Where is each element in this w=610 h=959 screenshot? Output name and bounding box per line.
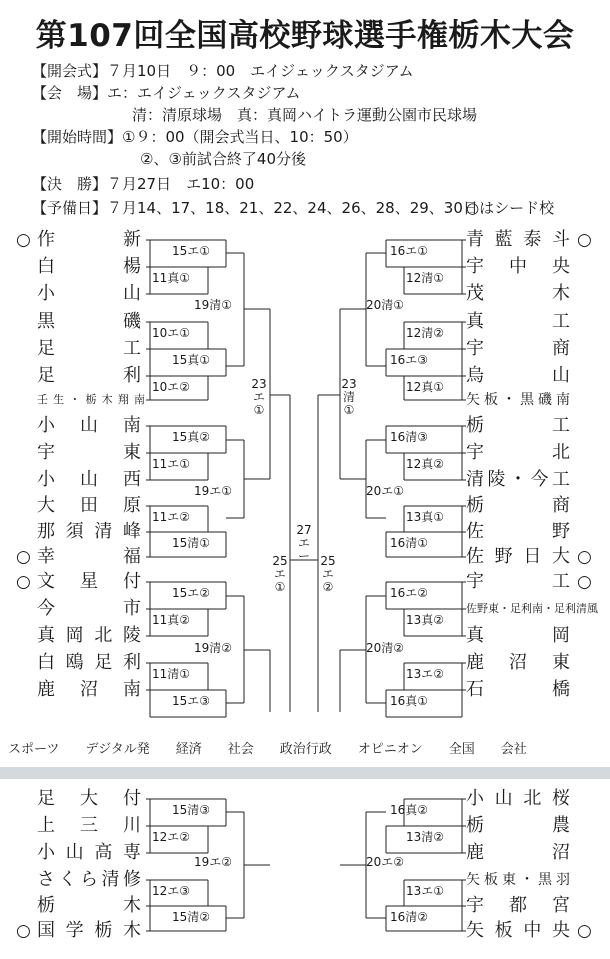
nav-item-0[interactable]: スポーツ (8, 742, 60, 757)
vertical-result: 23 (251, 377, 267, 391)
left-r2-result: 19清② (194, 641, 233, 655)
right-team-23: 宇都宮 (466, 895, 570, 916)
left-team-5: 足利 (37, 365, 141, 386)
right-r1-result: 16エ② (390, 586, 429, 600)
vertical-result: エ (297, 536, 310, 550)
right-r1-result: 13エ② (406, 667, 445, 681)
nav-item-7[interactable]: 会社 (500, 742, 527, 757)
right-team-8: 宇北 (466, 442, 570, 463)
left-team-8: 宇東 (37, 442, 141, 463)
right-team-20: 栃農 (466, 815, 570, 836)
right-team-14: 佐野東・足利南・足利清風 (466, 602, 598, 615)
vertical-result: エ (273, 567, 286, 581)
nav-item-4[interactable]: 政治行政 (279, 742, 332, 757)
section-nav-items (8, 738, 553, 757)
left-team-4: 足工 (37, 338, 141, 359)
right-team-2: 茂木 (466, 283, 570, 304)
right-team-7: 栃工 (466, 415, 570, 436)
right-r2-result: 20エ① (366, 484, 405, 498)
right-r1-result: 16真① (390, 694, 429, 708)
left-r1-result: 15エ② (172, 586, 211, 600)
right-r1-result: 13真② (406, 613, 445, 627)
left-r1-result: 15真② (172, 430, 211, 444)
left-r1-result: 12エ② (152, 830, 191, 844)
seed-note: ○はシード校 (466, 199, 555, 217)
left-team-2: 小山 (37, 283, 141, 304)
left-team-11: 那須清峰 (37, 521, 141, 542)
right-r1-result: 12清① (406, 271, 445, 285)
left-team-17: 鹿沼南 (37, 679, 141, 700)
left-r1-result: 15エ① (172, 244, 211, 258)
seed-mark: ○ (16, 547, 31, 567)
vertical-result: ② (322, 580, 334, 594)
right-team-15: 真岡 (466, 625, 570, 646)
right-team-16: 鹿沼東 (466, 652, 570, 673)
left-team-9: 小山西 (37, 469, 141, 490)
right-r1-result: 12清② (406, 326, 445, 340)
left-team-21: 小山高専 (37, 842, 141, 863)
left-team-22: さくら清修 (37, 869, 141, 890)
vertical-result: ー (297, 549, 310, 563)
right-team-11: 佐野 (466, 521, 570, 542)
right-team-1: 宇中央 (466, 256, 570, 277)
left-r1-result: 15清② (172, 910, 211, 924)
right-team-22: 矢板東・黒羽 (466, 872, 570, 888)
left-r1-result: 11真② (152, 613, 191, 627)
left-r1-result: 10エ② (152, 380, 191, 394)
left-r1-result: 11エ② (152, 510, 191, 524)
left-team-23: 栃木 (37, 895, 141, 916)
seed-mark: ○ (16, 572, 31, 592)
left-r1-result: 15清③ (172, 803, 211, 817)
left-team-20: 上三川 (37, 815, 141, 836)
left-r1-result: 15エ③ (172, 694, 211, 708)
final-info: 【決 勝】７月27日 エ10：00 (32, 175, 255, 193)
right-r1-result: 16清② (390, 910, 429, 924)
right-team-13: 宇工 (466, 571, 570, 592)
right-team-12: 佐野日大 (466, 546, 570, 567)
right-team-3: 真工 (466, 311, 570, 332)
nav-bottom-band (0, 767, 610, 779)
right-r1-result: 12真② (406, 457, 445, 471)
left-r1-result: 12エ③ (152, 884, 191, 898)
right-team-6: 矢板・黒磯南 (466, 392, 570, 408)
left-team-0: 作新 (37, 229, 141, 250)
vertical-result: 23 (341, 377, 357, 391)
vertical-result: エ (252, 390, 265, 404)
right-team-9: 清陵・今工 (466, 469, 570, 490)
left-team-16: 白鴎足利 (37, 652, 141, 673)
left-r2-result: 19エ② (194, 855, 233, 869)
left-team-24: 国学栃木 (37, 920, 141, 941)
left-team-6: 壬生・栃木翔南 (37, 393, 145, 406)
right-team-19: 小山北桜 (466, 788, 570, 809)
right-team-0: 青藍泰斗 (466, 229, 570, 250)
left-r1-result: 11エ① (152, 457, 191, 471)
right-r1-result: 16エ① (390, 244, 429, 258)
left-team-3: 黒磯 (37, 311, 141, 332)
right-r1-result: 16清③ (390, 430, 429, 444)
vertical-result: 25 (272, 554, 288, 568)
right-r1-result: 13真① (406, 510, 445, 524)
vertical-result: 清 (342, 390, 355, 404)
left-team-14: 今市 (37, 598, 141, 619)
nav-item-6[interactable]: 全国 (448, 742, 475, 757)
left-r2-result: 19エ① (194, 484, 233, 498)
seed-mark: ○ (577, 547, 592, 567)
left-r1-result: 15真① (172, 353, 211, 367)
left-team-10: 大田原 (37, 495, 141, 516)
left-team-19: 足大付 (37, 788, 141, 809)
left-team-12: 幸福 (37, 546, 141, 567)
right-r1-result: 16真② (390, 803, 429, 817)
left-team-15: 真岡北陵 (37, 625, 141, 646)
seed-mark: ○ (16, 921, 31, 941)
right-r1-result: 12真① (406, 380, 445, 394)
left-r1-result: 15清① (172, 536, 211, 550)
seed-mark: ○ (16, 230, 31, 250)
venue-info: 【会 場】エ：エイジェックスタジアム (32, 84, 301, 102)
left-team-1: 白楊 (37, 256, 141, 277)
vertical-result: ① (343, 403, 355, 417)
left-r2-result: 19清① (194, 298, 233, 312)
start-time-info: 【開始時間】①９：00（開会式当日、10：50） (32, 128, 358, 146)
nav-item-1[interactable]: デジタル発 (85, 742, 150, 757)
right-r2-result: 20清① (366, 298, 405, 312)
left-r1-result: 10エ① (152, 326, 191, 340)
right-team-5: 烏山 (466, 365, 570, 386)
right-r1-result: 13清② (406, 830, 445, 844)
nav-item-2[interactable]: 経済 (175, 742, 202, 757)
left-team-7: 小山南 (37, 415, 141, 436)
nav-item-5[interactable]: オピニオン (357, 742, 423, 757)
right-team-24: 矢板中央 (466, 920, 570, 941)
venue-info-2: 清：清原球場 真：真岡ハイトラ運動公園市民球場 (132, 106, 478, 124)
vertical-result: エ (321, 567, 334, 581)
left-r1-result: 11清① (152, 667, 191, 681)
left-r1-result: 11真① (152, 271, 191, 285)
vertical-result: ① (274, 580, 286, 594)
vertical-result: 25 (320, 554, 336, 568)
vertical-result: ① (253, 403, 265, 417)
right-team-10: 栃商 (466, 495, 570, 516)
seed-mark: ○ (577, 230, 592, 250)
page-title: 第107回全国高校野球選手権栃木大会 (35, 18, 575, 54)
seed-mark: ○ (577, 921, 592, 941)
right-r1-result: 13エ① (406, 884, 445, 898)
right-r1-result: 16清① (390, 536, 429, 550)
right-team-17: 石橋 (466, 679, 570, 700)
start-time-info-2: ②、③前試合終了40分後 (140, 150, 306, 168)
opening-ceremony-info: 【開会式】７月10日 ９：00 エイジェックスタジアム (32, 62, 414, 80)
right-r1-result: 16エ③ (390, 353, 429, 367)
right-r2-result: 20清② (366, 641, 405, 655)
right-r2-result: 20エ② (366, 855, 405, 869)
vertical-result: 27 (296, 523, 312, 537)
right-team-21: 鹿沼 (466, 842, 570, 863)
reserve-days-info: 【予備日】７月14、17、18、21、22、24、26、28、29、30日 (32, 199, 478, 217)
seed-mark: ○ (577, 572, 592, 592)
nav-item-3[interactable]: 社会 (227, 742, 254, 757)
left-team-13: 文星付 (37, 571, 141, 592)
right-team-4: 宇商 (466, 338, 570, 359)
